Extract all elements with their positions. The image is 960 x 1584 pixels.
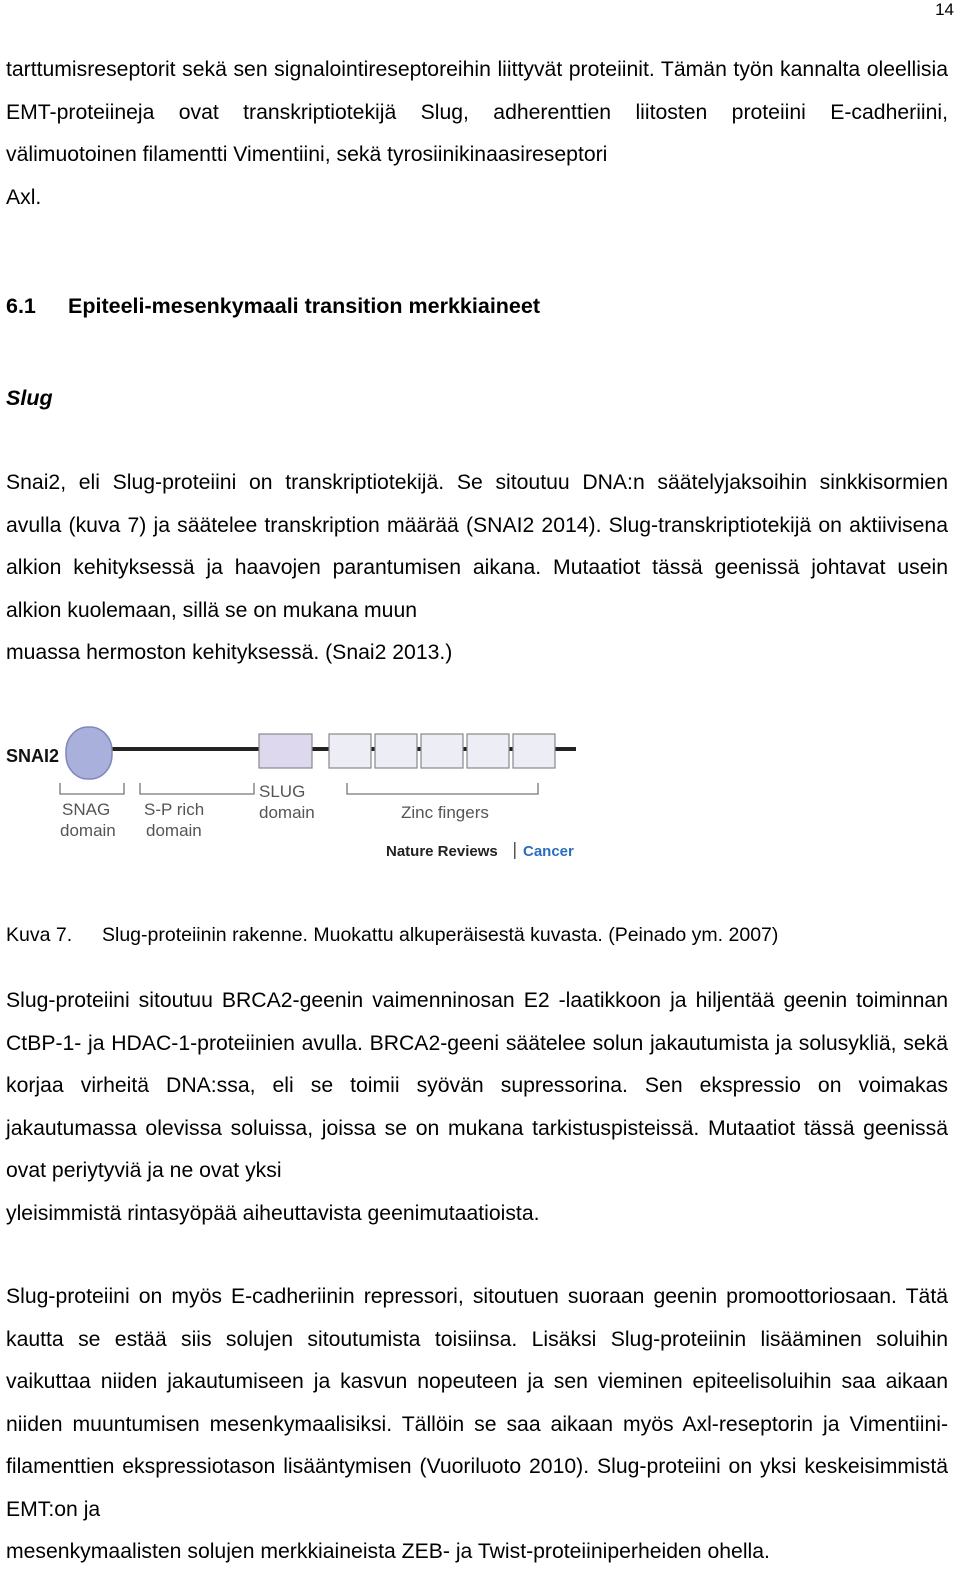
slug-paragraph: Snai2, eli Slug-proteiini on transkriptiotekijä. Se sitoutuu DNA:n säätelyjaksoihin sinkkisormien avulla (kuva 7) ja säätelee transkription määrää (SNAI2 2014). Slug-transkriptiotekijä on aktiivisena alkion kehityksessä ja haavojen parantumisen aikana. Mutaatiot tässä geenissä johtavat usein alkion kuolemaan, sillä se on mukana muun [6,471,948,622]
caption-text: Slug-proteiinin rakenne. Muokattu alkuperäisestä kuvasta. (Peinado ym. 2007) [102,924,779,946]
intro-paragraph-last-line: Axl. [6,186,42,209]
slug-label-2: domain [259,803,315,822]
zinc-fingers-label: Zinc fingers [401,803,489,822]
subheading-slug: Slug [6,386,53,410]
slug-paragraph-last-line: muassa hermoston kehityksessä. (Snai2 2013.) [6,641,453,664]
section-title: Epiteeli-mesenkymaali transition merkkiaineet [68,294,541,318]
section-number: 6.1 [6,294,36,318]
zinc-finger-2 [375,734,417,768]
source-divider [514,842,516,859]
caption-label: Kuva 7. [6,924,73,946]
ecad-paragraph-last-line: mesenkymaalisten solujen merkkiaineista ZEB- ja Twist-proteiiniperheiden ohella. [6,1540,770,1563]
snag-bracket [60,783,124,794]
zinc-finger-3 [421,734,463,768]
section-heading [6,288,540,324]
zinc-finger-group [329,734,555,768]
zinc-finger-1 [329,734,371,768]
protein-label: SNAI2 [6,746,60,766]
snag-label-1: SNAG [62,800,111,819]
sp-rich-bracket [140,783,254,794]
source-journal: Nature Reviews [386,843,498,860]
zinc-finger-5 [513,734,555,768]
snag-domain-shape [66,727,112,779]
zinc-fingers-bracket [347,783,538,794]
source-section: Cancer [523,843,574,860]
slug-domain-shape [259,734,312,768]
zinc-finger-4 [467,734,509,768]
brca-paragraph: Slug-proteiini sitoutuu BRCA2-geenin vaimenninosan E2 -laatikkoon ja hiljentää geenin toiminnan CtBP-1- ja HDAC-1-proteiinien avulla. BRCA2-geeni säätelee solun jakautumista ja solusykliä, sekä korjaa virheitä DNA:ssa, eli se toimii syövän supressorina. Sen ekspressio on voimakas jakautumassa olevissa soluissa, joissa se on mukana tarkistuspisteissä. Mutaatiot tässä geenissä ovat periytyviä ja ne ovat yksi [6,989,948,1183]
snai2-domain-figure [0,718,600,868]
snai2-diagram [0,718,600,868]
sp-rich-label-1: S-P rich [144,800,205,819]
page-number: 14 [935,0,954,19]
brca-paragraph-last-line: yleisimmistä rintasyöpää aiheuttavista geenimutaatioista. [6,1202,540,1225]
intro-paragraph: tarttumisreseptorit sekä sen signalointireseptoreihin liittyvät proteiinit. Tämän työn kannalta oleellisia EMT-proteiineja ovat transkriptiotekijä Slug, adherenttien liitosten proteiini E-cadheriini, välimuotoinen filamentti Vimentiini, sekä tyrosiinikinaasireseptori [6,58,948,167]
snag-label-2: domain [60,821,116,840]
sp-rich-label-2: domain [146,821,202,840]
slug-label-1: SLUG [259,782,306,801]
figure-caption [6,919,778,951]
ecad-paragraph: Slug-proteiini on myös E-cadheriinin repressori, sitoutuen suoraan geenin promoottoriosaan. Tätä kautta se estää siis solujen sitoutumista toisiinsa. Lisäksi Slug-proteiinin lisääminen soluihin vaikuttaa niiden jakautumiseen ja kasvun nopeuteen ja sen vieminen epiteelisoluihin saa aikaan niiden muuntumisen mesenkymaalisiksi. Tällöin se saa aikaan myös Axl-reseptorin ja Vimentiini-filamenttien ekspressiotason lisääntymisen (Vuoriluoto 2010). Slug-proteiini on yksi keskeisimmistä EMT:on ja [6,1285,948,1521]
